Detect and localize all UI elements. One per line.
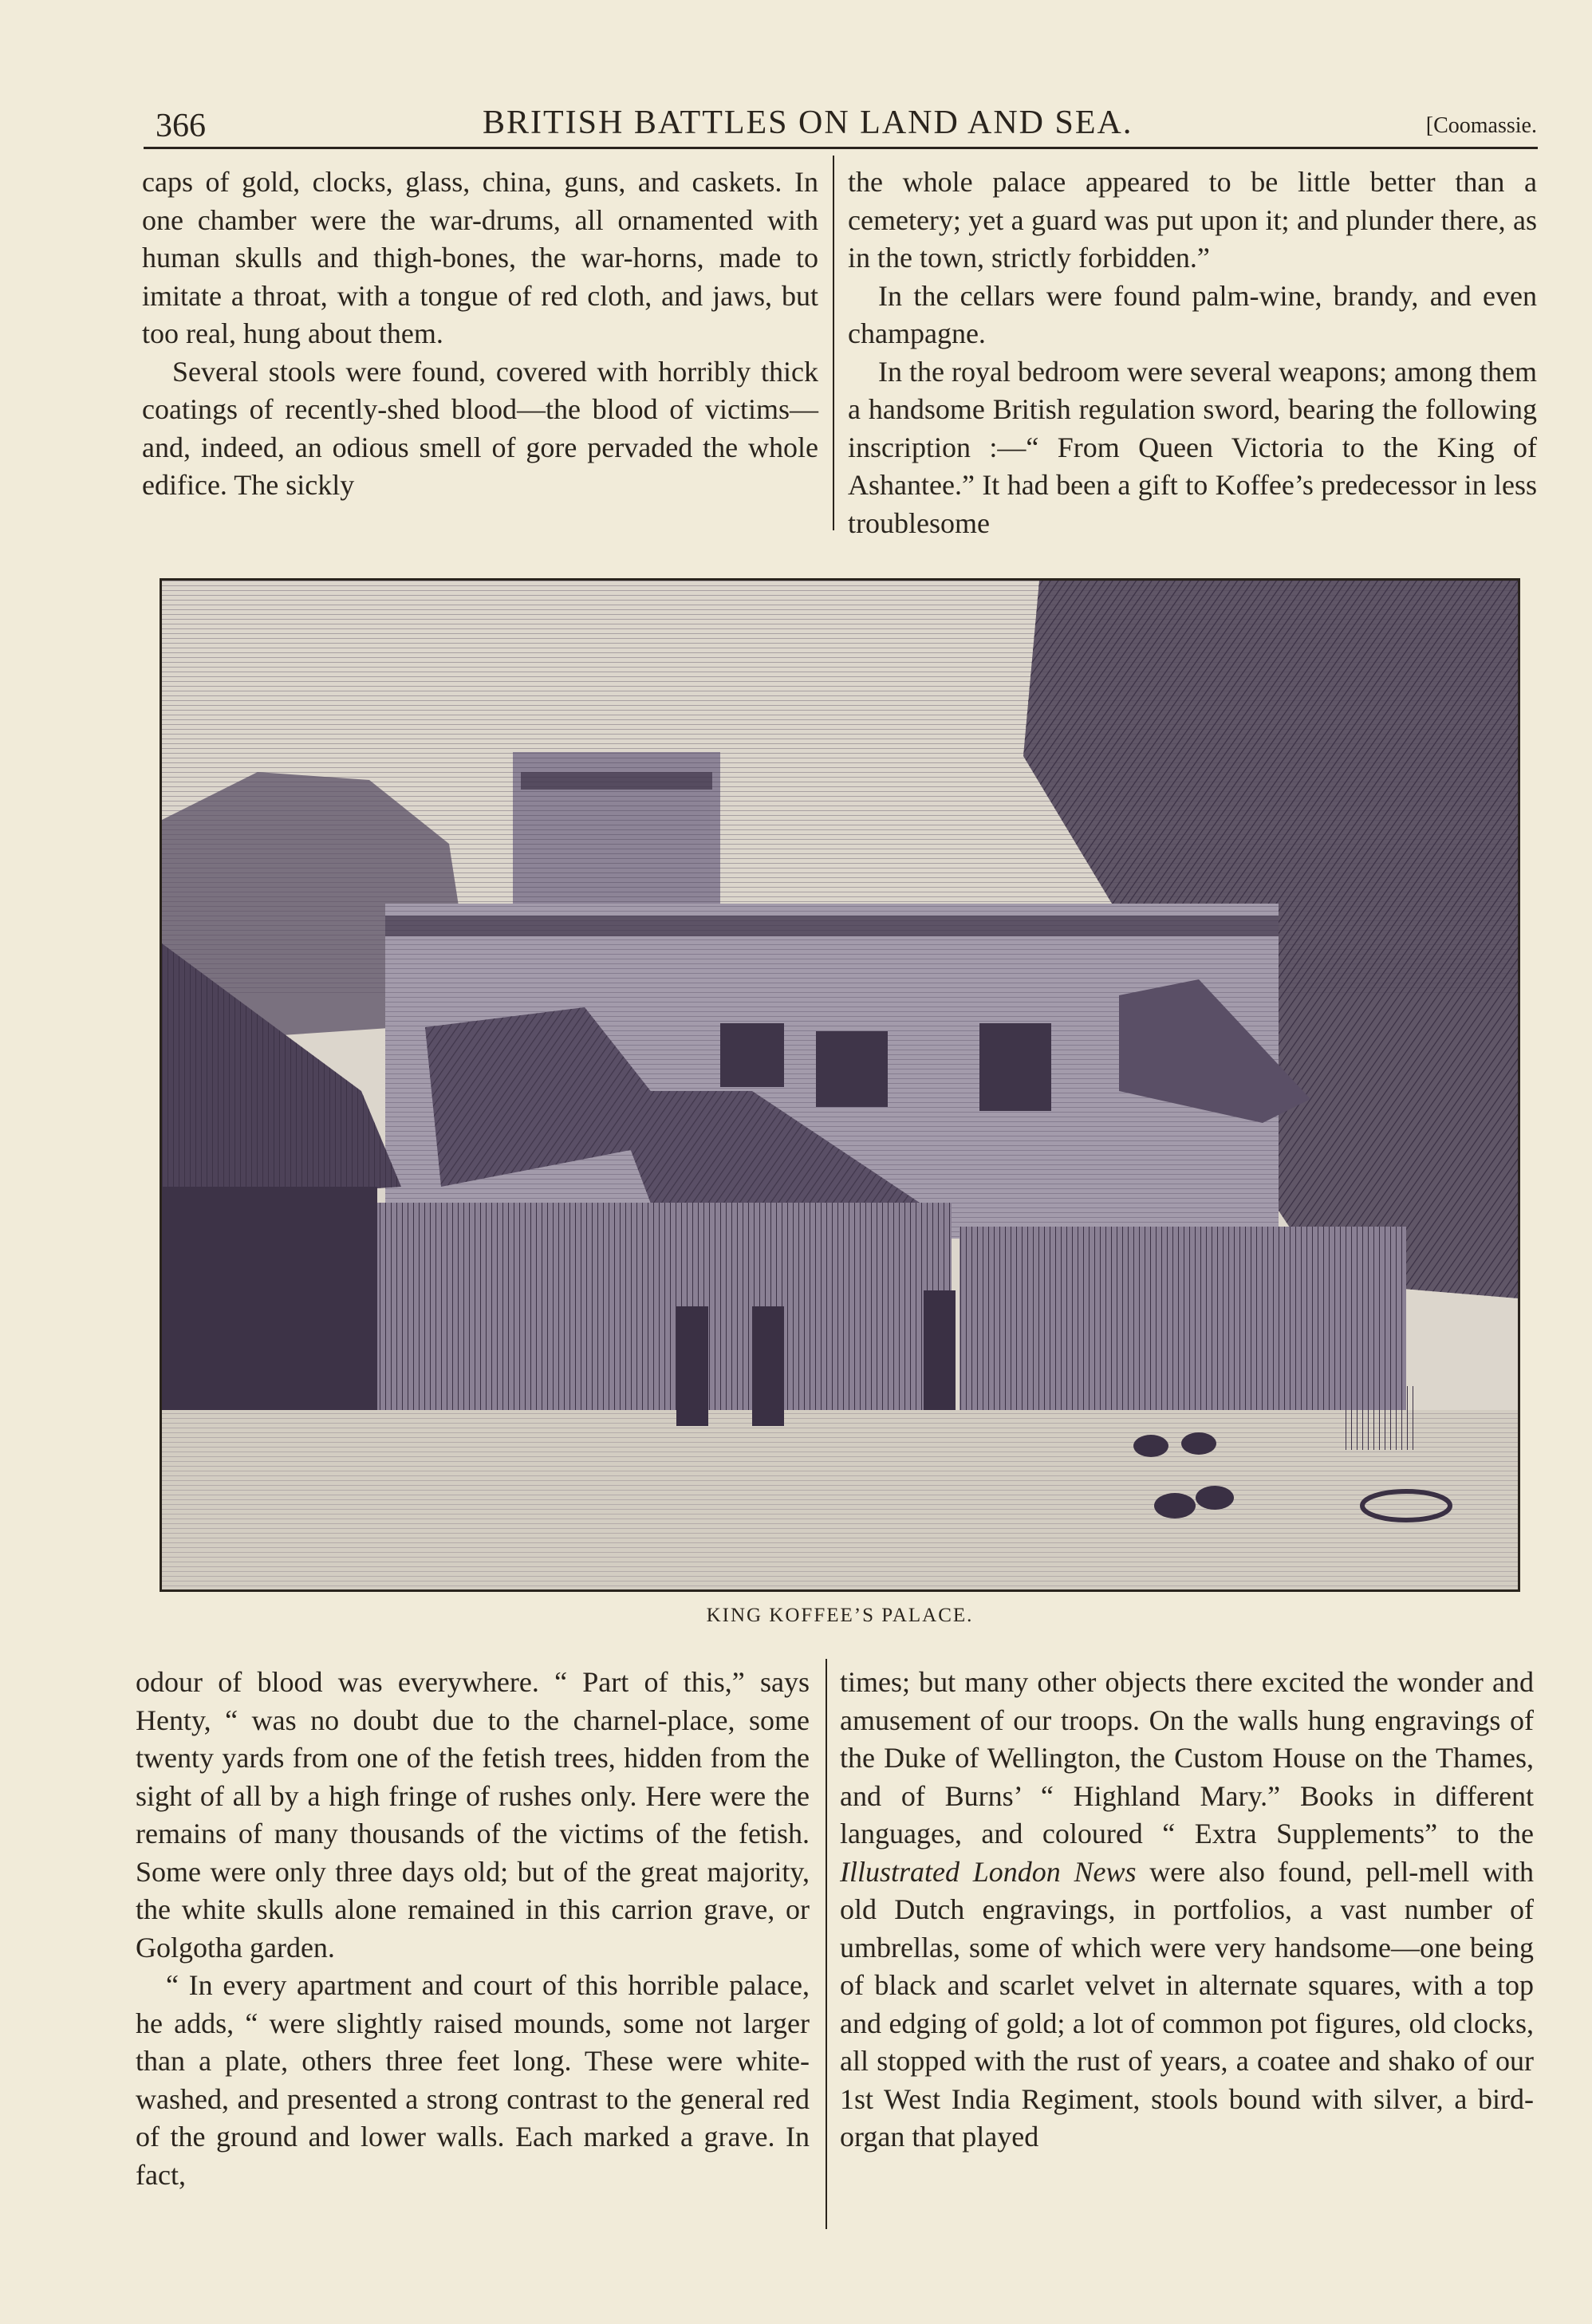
text-column-top-left [142,163,818,505]
palace-engraving [162,581,1518,1589]
paragraph [840,1664,1534,2157]
running-title: BRITISH BATTLES ON LAND AND SEA. [483,104,1133,141]
header-rule [144,147,1538,149]
text-column-bottom-right [840,1664,1534,2157]
text-column-bottom-left [136,1664,810,2194]
text-run: times; but many other objects there excited the wonder and amusement of our troops. On the walls hung engravings of the Duke of Wellington, the Custom House on the Thames, and of Burns’ “ Highland Mary.” Books in different languages, and coloured “ Extra Supplements” to the [840,1666,1534,1849]
paragraph: “ In every apartment and court of this horrible palace, he adds, “ were slightly raised mounds, some not larger than a plate, others three feet long. These were white-washed, and presented a strong contrast to the general red of the ground and lower walls. Each marked a grave. In fact, [136,1969,810,2191]
paragraph: In the cellars were found palm-wine, brandy, and even champagne. [848,279,1537,349]
paragraph: In the royal bedroom were several weapons; among them a handsome British regulation sword, bearing the following inscription :—“ From Queen Victoria to the King of Ashantee.” It had been a gift to Koffee’s predecessor in less troublesome [848,355,1537,539]
section-tag: [Coomassie. [1425,113,1537,138]
page-number: 366 [156,108,206,144]
running-header [156,102,1537,150]
engraving-illustration [160,578,1520,1592]
paragraph: caps of gold, clocks, glass, china, guns, and caskets. In one chamber were the war-drums, all ornamented with human skulls and thigh-bones, the war-horns, made to imitate a throat, with a tongue of red cloth, and jaws, but too real, hung about them. [142,166,818,349]
text-run: were also found, pell-mell with old Dutch engravings, in portfolios, a vast number of umbrellas, some of which were very handsome—one being of black and scarlet velvet in alternate squares, with a top and edging of gold; a lot of common pot figures, old clocks, all stopped with the rust of years, a coatee and shako of our 1st West India Regiment, stools bound with silver, a bird-organ that played [840,1855,1534,2153]
paragraph: odour of blood was everywhere. “ Part of this,” says Henty, “ was no doubt due to the charnel-place, some twenty yards from one of the fetish trees, hidden from the sight of all by a high fringe of rushes only. Here were the remains of many thousands of the victims of the fetish. Some were only three days old; but of the great majority, the white skulls alone remained in this carrion grave, or Golgotha garden. [136,1666,810,1964]
column-divider [833,156,834,530]
figure-caption: KING KOFFEE’S PALACE. [706,1605,974,1626]
paragraph: Several stools were found, covered with horribly thick coatings of recently-shed blood—the blood of victims—and, indeed, an odious smell of gore pervaded the whole edifice. The sickly [142,355,818,501]
column-divider [826,1659,827,2229]
paragraph: the whole palace appeared to be little better than a cemetery; yet a guard was put upon it; and plunder there, as in the town, strictly forbidden.” [848,166,1537,274]
italic-title: Illustrated London News [840,1855,1137,1888]
text-column-top-right [848,163,1537,542]
